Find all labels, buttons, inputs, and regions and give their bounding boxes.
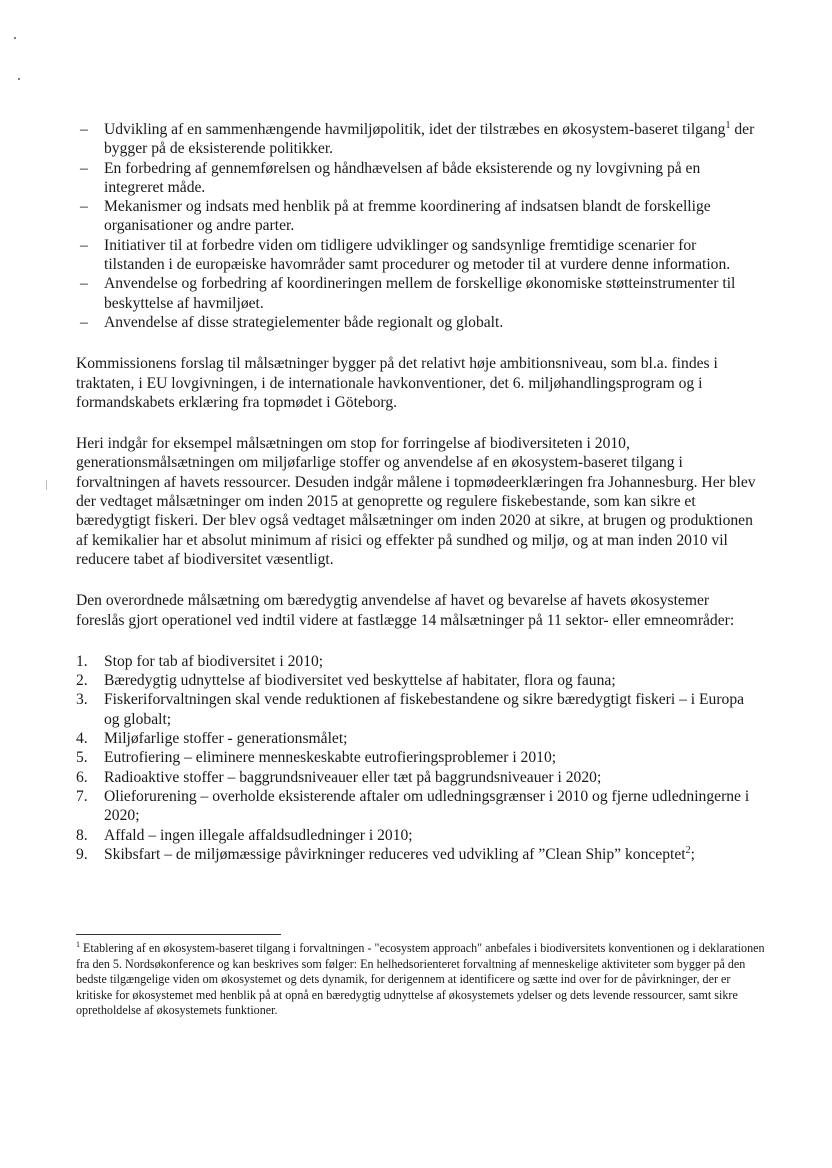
objectives-bullet-list: [76, 120, 756, 332]
item-number: 2.: [76, 672, 88, 690]
item-number: 9.: [76, 845, 88, 863]
bullet-item: [76, 120, 756, 159]
numbered-item: [76, 787, 756, 826]
item-number: 1.: [76, 652, 88, 670]
footnote-ref: 1: [725, 119, 731, 131]
item-number: 8.: [76, 826, 88, 844]
targets-numbered-list: [76, 652, 756, 864]
item-number: 4.: [76, 730, 88, 748]
item-text: Skibsfart – de miljømæssige påvirkninger reduceres ved udvikling af ”Clean Ship” konceptet: [104, 845, 686, 863]
item-number: 7.: [76, 787, 88, 805]
item-text-continued: ;: [690, 845, 695, 863]
footnote-text: Etablering af en økosystem-baseret tilgang i forvaltningen - "ecosystem approach" anbefales i biodiversitets konventionen og i deklarationen fra den 5. Nordsøkonference og kan beskrives som følger: En helhedsorienteret forvaltning af menneskelige aktiviteter som bygger på den bedste tilgængelige viden om økosystemet og dets dynamik, for derigennem at identificere og sætte ind over for de påvirkninger, der er kritiske for økosystemet med henblik på at opnå en bæredygtig udnyttelse af økosystemets ydelser og dets levende ressourcer, samt sikre opretholdelse af økosystemets funktioner.: [76, 941, 765, 1018]
bullet-item: [76, 313, 756, 332]
bullet-text-continued: der bygger på de eksisterende politikker.: [104, 121, 755, 158]
paragraph-ambition-level: Kommissionens forslag til målsætninger bygger på det relativt høje ambitionsniveau, som bl.a. findes i traktaten, i EU lovgivningen, i de internationale havkonventioner, det 6. miljøhandlingsprogram og i formandskabets erklæring fra topmødet i Göteborg.: [76, 355, 718, 411]
bullet-text: Initiativer til at forbedre viden om tidligere udviklinger og sandsynlige fremtidige scenarier for tilstanden i de europæiske havområder samt procedurer og metoder til at vurdere denne information.: [104, 236, 731, 274]
item-text: Miljøfarlige stoffer - generationsmålet;: [104, 730, 348, 748]
item-text: Fiskeriforvaltningen skal vende reduktionen af fiskebestandene og sikre bæredygtigt fiskeri – i Europa og globalt;: [104, 691, 745, 728]
numbered-item: [76, 748, 756, 767]
item-text: Bæredygtig udnyttelse af biodiversitet ved beskyttelse af habitater, flora og fauna;: [104, 672, 616, 690]
paragraph-targets-examples: Heri indgår for eksempel målsætningen om stop for forringelse af biodiversiteten i 2010, generationsmålsætningen om miljøfarlige stoffer og anvendelse af en økosystem-baseret tilgang i forvaltningen af havets ressourcer. Desuden indgår målene i topmødeerklæringen fra Johannesburg. Her blev der vedtaget målsætninger om inden 2015 at genoprette og regulere fiskebestande, som kan sikre et bæredygtigt fiskeri. Der blev også vedtaget målsætninger om inden 2020 at sikre, at brugen og produktionen af kemikalier har et absolut minimum af risici og effekter på sundhed og miljø, og at man inden 2010 vil reducere tabet af biodiversitet væsentligt.: [76, 435, 756, 568]
bullet-item: [76, 197, 756, 236]
dash-marker: –: [80, 275, 88, 293]
item-text: Olieforurening – overholde eksisterende aftaler om udledningsgrænser i 2010 og fjerne udledningerne i 2020;: [104, 787, 750, 825]
numbered-item: [76, 768, 756, 787]
scan-speck: [18, 78, 20, 80]
dash-marker: –: [80, 159, 88, 177]
item-text: Stop for tab af biodiversitet i 2010;: [104, 652, 324, 670]
numbered-item: [76, 671, 756, 690]
bullet-text: Anvendelse og forbedring af koordineringen mellem de forskellige økonomiske støtteinstrumenter til beskyttelse af havmiljøet.: [104, 275, 736, 312]
document-page: [76, 120, 756, 864]
item-text: Affald – ingen illegale affaldsudledninger i 2010;: [104, 826, 413, 844]
dash-marker: –: [80, 236, 88, 254]
item-number: 3.: [76, 691, 88, 709]
footnote: [76, 941, 766, 1019]
numbered-item: [76, 845, 756, 864]
bullet-text: Anvendelse af disse strategielementer både regionalt og globalt.: [104, 313, 504, 331]
numbered-item: [76, 826, 756, 845]
item-number: 6.: [76, 768, 88, 786]
item-text: Radioaktive stoffer – baggrundsniveauer eller tæt på baggrundsniveauer i 2020;: [104, 768, 602, 786]
bullet-item: [76, 274, 756, 313]
item-text: Eutrofiering – eliminere menneskeskabte eutrofieringsproblemer i 2010;: [104, 749, 557, 767]
dash-marker: –: [80, 198, 88, 216]
bullet-item: [76, 236, 756, 275]
numbered-item: [76, 652, 756, 671]
footnote-separator: [76, 934, 281, 935]
footnote-ref: 2: [685, 844, 691, 856]
scan-speck: [14, 37, 16, 39]
footnote-number: 1: [76, 939, 80, 949]
bullet-text: Mekanismer og indsats med henblik på at fremme koordinering af indsatsen blandt de forskellige organisationer og andre parter.: [104, 198, 711, 235]
item-number: 5.: [76, 749, 88, 767]
paragraph-overall-objective: Den overordnede målsætning om bæredygtig anvendelse af havet og bevarelse af havets økosystemer foreslås gjort operationel ved indtil videre at fastlægge 14 målsætninger på 11 sektor- eller emneområder:: [76, 592, 735, 629]
scan-speck: [46, 480, 47, 490]
numbered-item: [76, 690, 756, 729]
numbered-item: [76, 729, 756, 748]
bullet-text: En forbedring af gennemførelsen og håndhævelsen af både eksisterende og ny lovgivning på en integreret måde.: [104, 159, 701, 196]
dash-marker: –: [80, 121, 88, 138]
bullet-text: Udvikling af en sammenhængende havmiljøpolitik, idet der tilstræbes en økosystem-baseret tilgang: [104, 121, 726, 138]
bullet-item: [76, 159, 756, 198]
dash-marker: –: [80, 313, 88, 331]
